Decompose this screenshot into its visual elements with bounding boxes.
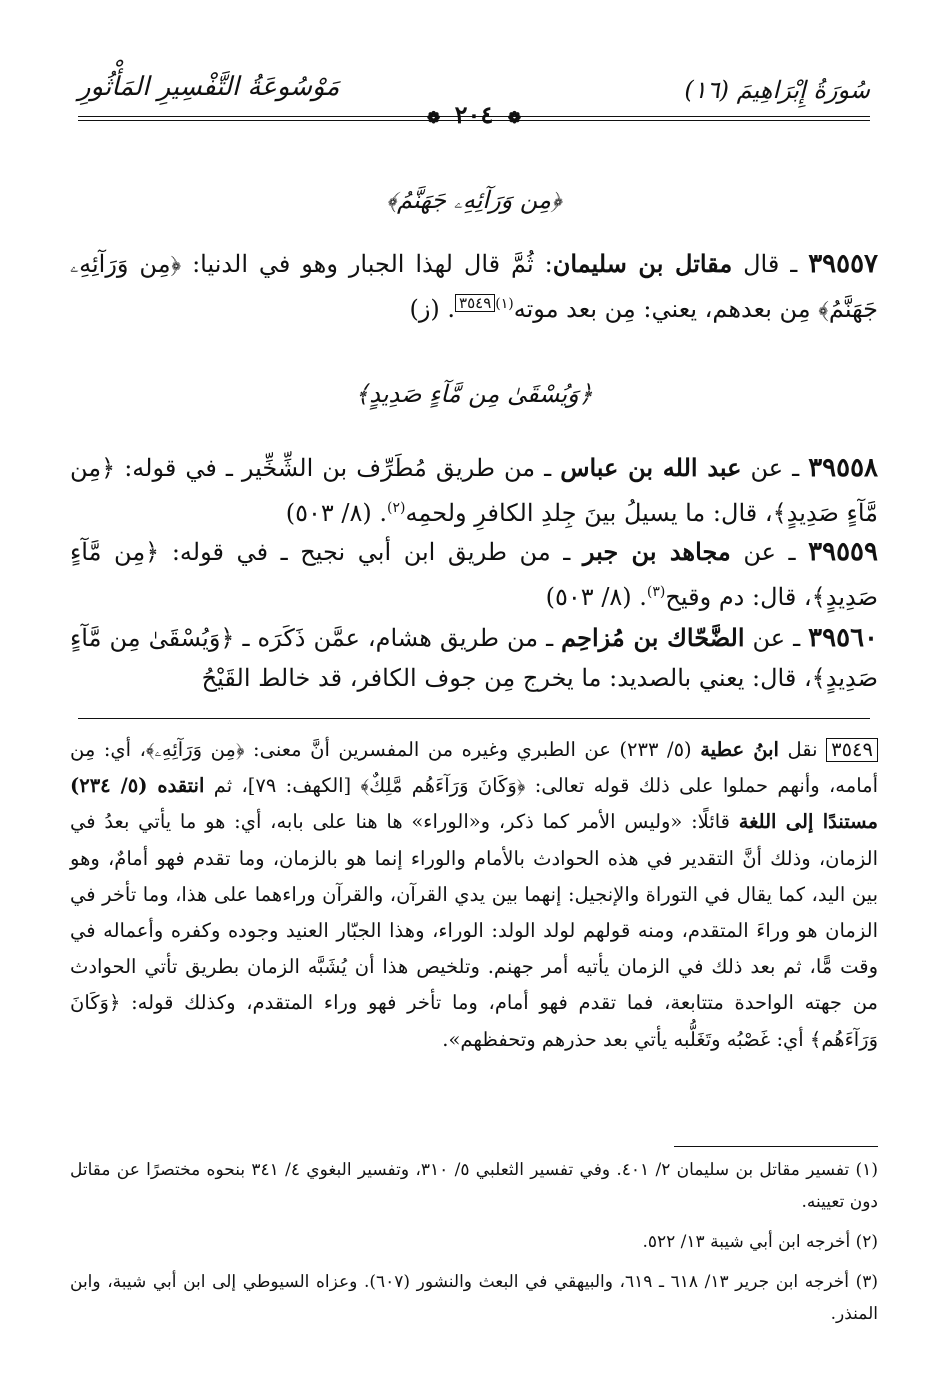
commentary-number: ٣٥٤٩ [826, 738, 878, 762]
footnote-ref[interactable]: (١) [495, 296, 514, 312]
commentary-critique: انتقده (٥/ ٢٣٤) مستندًا إلى اللغة [70, 774, 878, 834]
narrator-name: عبد الله بن عباس [560, 453, 742, 482]
footnote-3: (٣) أخرجه ابن جرير ١٣/ ٦١٨ ـ ٦١٩، والبيهقي في البعث والنشور (٦٠٧). وعزاه السيوطي إلى ابن أبي شيبة، وابن المنذر. [70, 1272, 878, 1324]
entry-text: : ثُمَّ قال لهذا الجبار وهو في الدنيا: ﴿مِن وَرَآئِهِۦ جَهَنَّمُ﴾ مِن بعدهم، يعني: مِن بعد موته [70, 250, 878, 323]
entry-prefix: ـ عن [730, 538, 796, 566]
entry-text: ـ من طريق ابن أبي نجيح ـ في قوله: ﴿مِن مَّآءٍ صَدِيدٍ﴾، قال: دم وقيح [70, 538, 878, 611]
footnote-2: (٢) أخرجه ابن أبي شيبة ١٣/ ٥٢٢. [642, 1232, 878, 1252]
entry-number: ٣٩٥٥٧ [808, 249, 879, 279]
commentary-separator [78, 718, 870, 719]
entry-prefix: ـ عن [744, 624, 801, 652]
ornament-icon: ❁ [507, 108, 522, 127]
entry-number: ٣٩٥٦٠ [808, 623, 878, 653]
entry-text: ـ من طريق مُطَرِّف بن الشِّخِّير ـ في قوله: ﴿مِن مَّآءٍ صَدِيدٍ﴾، قال: ما يسيلُ بينَ جِلدِ الكافرِ ولحمِه [70, 454, 878, 527]
narration-entry [70, 532, 878, 617]
entry-prefix: ـ قال [732, 250, 798, 278]
narration-entry [70, 244, 878, 329]
narration-entry [70, 618, 878, 698]
footnote-separator [674, 1146, 878, 1147]
entry-tail: . (٨/ ٥٠٣) [285, 499, 388, 527]
entry-tail: . (٨/ ٥٠٣) [545, 583, 647, 611]
commentary-note [70, 732, 878, 1058]
verse-heading: ﴿مِن وَرَآئِهِۦ جَهَنَّمُ﴾ [386, 186, 562, 214]
entry-prefix: ـ عن [741, 454, 800, 482]
book-title: مَوْسُوعَةُ التَّفْسِيرِ المَأْثُورِ [78, 72, 340, 102]
narration-entry [70, 448, 878, 533]
footnote-1: (١) تفسير مقاتل بن سليمان ٢/ ٤٠١. وفي تفسير الثعلبي ٥/ ٣١٠، وتفسير البغوي ٤/ ٣٤١ بنحوه مختصرًا عن مقاتل دون تعيينه. [70, 1160, 878, 1212]
footnote-ref[interactable]: (٢) [387, 500, 406, 516]
entry-tail: . (ز) [409, 295, 456, 323]
narrator-name: مقاتل بن سليمان [552, 249, 733, 278]
entry-text: ـ من طريق هشام، عمَّن ذَكَرَه ـ ﴿وَيُسْقَىٰ مِن مَّآءٍ صَدِيدٍ﴾، قال: يعني بالصديد: ما يخرج مِن جوف الكافر، قد خالط القَيْحُ [70, 624, 878, 692]
page-number-row [0, 100, 948, 129]
commentary-author: ابنُ عطية [700, 738, 779, 761]
footnote-ref[interactable]: (٣) [646, 584, 666, 600]
narrator-name: الضَّحّاك بن مُزاحِم [561, 623, 745, 652]
page-number: ٢٠٤ [454, 100, 494, 129]
entry-number: ٣٩٥٥٩ [808, 537, 878, 567]
narrator-name: مجاهد بن جبر [582, 537, 731, 566]
commentary-text: قائلًا: «وليس الأمر كما ذكر، و«الوراء» ها هنا على بابه، أي: هو ما يأتي بعدُ في الزمان، وذلك أنَّ التقدير في هذه الحوادث بالأمام والوراء إنما هو بالزمان، وما تقدم فهو أمامٌ، وهو بين اليد، كما يقال في التوراة والإنجيل: إنهما بين يدي القرآن، والقرآن وراءهما على هذا، وما تأخر في الزمان هو وراءَ المتقدم، ومنه قولهم لولد الولد: الوراء، وهذا الجبّار العنيد وجوده وكفره وأعماله في وقت مًّا، ثم بعد ذلك في الزمان يأتيه أمر جهنم. وتلخيص هذا أن يُشَبَّه الزمان بطريق تأتي الحوادث من جهته الواحدة متتابعة، فما تقدم فهو أمام، وما تأخر فهو وراء المتقدم، وكذلك قوله: ﴿وَكَانَ وَرَآءَهُم﴾ أي: غَصْبُه وتَغَلُّبه يأتي بعد حذرهم وتحفظهم». [70, 810, 878, 1051]
verse-heading: ﴿وَيُسْقَىٰ مِن مَّآءٍ صَدِيدٍ﴾ [355, 380, 593, 408]
commentary-ref[interactable]: ٣٥٤٩ [455, 294, 495, 312]
commentary-text: نقل [778, 738, 818, 761]
ornament-icon: ❁ [426, 108, 441, 127]
entry-number: ٣٩٥٥٨ [808, 453, 879, 483]
surah-title: سُورَةُ إِبْرَاهِيمَ (١٦) [684, 76, 870, 104]
commentary-text: (٥/ ٢٣٣) عن الطبري وغيره من المفسرين أنَّ معنى: ﴿مِن وَرَآئِهِۦ﴾، أي: مِن أمامه، وأنهم حملوا على ذلك قوله تعالى: ﴿وَكَانَ وَرَآءَهُم مَّلِكٌ﴾ [الكهف: ٧٩]، ثم [70, 738, 878, 798]
